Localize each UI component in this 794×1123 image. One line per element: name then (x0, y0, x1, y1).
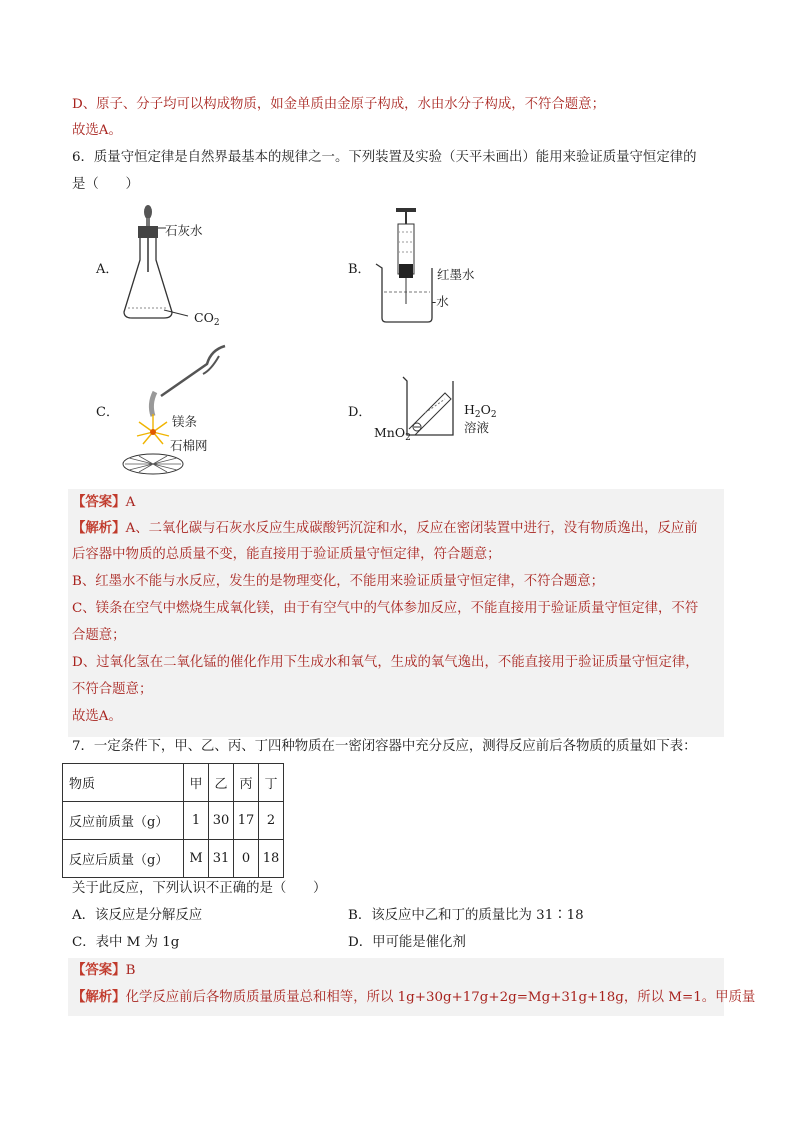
q6-option-b-label: B． (348, 262, 371, 277)
q7-option-a: A．该反应是分解反应 (72, 908, 203, 923)
prev-analysis-d: D、原子、分子均可以构成物质，如金单质由金原子构成，水由水分子构成，不符合题意； (72, 97, 605, 112)
q6-option-b-water: -水 (432, 294, 449, 309)
q6-option-d-h2o2: $H_2O_2$ (464, 402, 497, 420)
table-cell: 2 (259, 802, 284, 840)
q6-option-d-solution: 溶液 (464, 420, 490, 435)
table-header-cell: 甲 (184, 764, 209, 802)
q6-analysis-line: C、镁条在空气中燃烧生成氧化镁，由于有空气中的气体参加反应，不能直接用于验证质量守恒定律，不符 (72, 601, 699, 616)
table-cell: 0 (234, 840, 259, 878)
q7-mass-table (62, 763, 284, 878)
q7-option-c: C．表中 M 为 1g (72, 935, 180, 950)
q6-option-d-label: D． (348, 405, 372, 420)
table-cell: 18 (259, 840, 284, 878)
q6-option-a-gas: $CO_2$ (194, 310, 220, 328)
table-cell: 30 (209, 802, 234, 840)
q7-answer: 【答案】B (72, 962, 136, 978)
q6-option-c-mg: 镁条 (172, 414, 198, 429)
q7-question: 关于此反应，下列认识不正确的是（ ） (72, 881, 327, 896)
q7-answer-panel (68, 958, 724, 1016)
table-cell: M (184, 840, 209, 878)
q6-option-c-mesh: 石棉网 (170, 438, 208, 453)
q6-option-d-mno2: MnO$_2$ (374, 425, 411, 443)
table-header-cell: 乙 (209, 764, 234, 802)
q6-answer: 【答案】A (72, 494, 136, 510)
table-cell: 17 (234, 802, 259, 840)
q6-option-c-label: C． (96, 405, 119, 420)
table-header-cell: 丙 (234, 764, 259, 802)
q7-option-d: D．甲可能是催化剂 (348, 935, 466, 950)
table-cell: 31 (209, 840, 234, 878)
q7-analysis: 【解析】化学反应前后各物质质量质量总和相等，所以 1g+30g+17g+2g=Mg+31g+18g，所以 M=1。甲质量 (72, 989, 756, 1005)
table-row (63, 840, 284, 878)
q7-option-b: B．该反应中乙和丁的质量比为 31∶18 (348, 908, 584, 923)
table-header-cell: 丁 (259, 764, 284, 802)
q7-stem: 7．一定条件下，甲、乙、丙、丁四种物质在一密闭容器中充分反应，测得反应前后各物质的质量如下表： (72, 739, 697, 754)
q6-conclusion: 故选A。 (72, 709, 122, 724)
q6-analysis-line: 后容器中物质的总质量不变，能直接用于验证质量守恒定律，符合题意； (72, 547, 501, 562)
prev-conclusion: 故选A。 (72, 123, 122, 138)
q6-analysis-line: D、过氧化氢在二氧化锰的催化作用下生成水和氧气，生成的氧气逸出，不能直接用于验证质量守恒定律， (72, 655, 699, 670)
table-cell: 1 (184, 802, 209, 840)
q6-analysis-line: 合题意； (72, 628, 126, 643)
burning-magnesium-icon (115, 340, 235, 480)
table-cell: 反应后质量（g） (63, 840, 184, 878)
q6-analysis-line: 不符合题意； (72, 682, 153, 697)
q6-analysis-line: 【解析】A、二氧化碳与石灰水反应生成碳酸钙沉淀和水，反应在密闭装置中进行，没有物质逸出，反应前 (72, 520, 698, 536)
q6-option-a-reagent: 石灰水 (165, 223, 203, 238)
q6-option-b-ink: 红墨水 (437, 267, 475, 282)
flask-apparatus-icon (118, 200, 228, 325)
q6-stem-line2: 是（ ） (72, 177, 139, 192)
table-row (63, 802, 284, 840)
table-cell: 反应前质量（g） (63, 802, 184, 840)
q6-analysis-line: B、红墨水不能与水反应，发生的是物理变化，不能用来验证质量守恒定律，不符合题意； (72, 574, 605, 589)
table-header-cell: 物质 (63, 764, 184, 802)
q6-stem-line1: 6．质量守恒定律是自然界最基本的规律之一。下列装置及实验（天平未画出）能用来验证质量守恒定律的 (72, 150, 697, 165)
table-row (63, 764, 284, 802)
q6-option-a-label: A． (96, 262, 119, 277)
